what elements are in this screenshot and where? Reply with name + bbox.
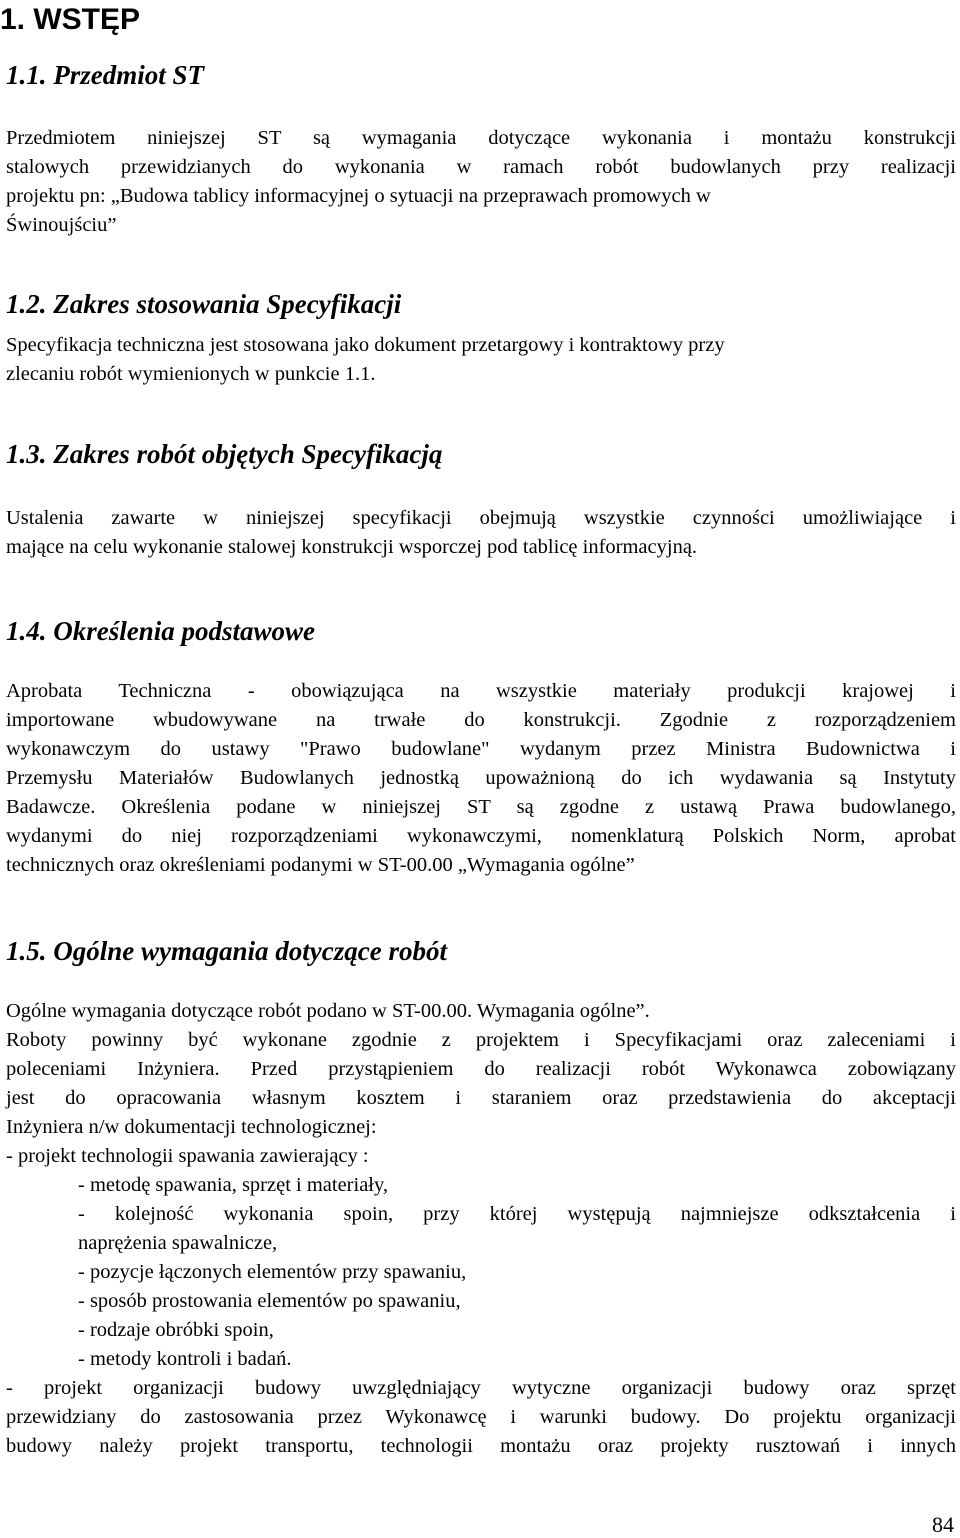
- sub-list-item: - sposób prostowania elementów po spawaniu,: [78, 1290, 461, 1312]
- text-line: technicznych oraz określeniami podanymi w ST-00.00 „Wymagania ogólne”: [6, 854, 635, 876]
- text-line: stalowych przewidzianych do wykonania w ramach robót budowlanych przy realizacji: [6, 156, 956, 178]
- text-line: budowy należy projekt transportu, technologii montażu oraz projekty rusztowań i innych: [6, 1435, 956, 1457]
- sub-list-item: - rodzaje obróbki spoin,: [78, 1319, 274, 1341]
- text-line: Przemysłu Materiałów Budowlanych jednostką upoważnioną do ich wydawania są Instytuty: [6, 767, 956, 789]
- text-line: Inżyniera n/w dokumentacji technologicznej:: [6, 1116, 377, 1138]
- text-line: poleceniami Inżyniera. Przed przystąpieniem do realizacji robót Wykonawca zobowiązany: [6, 1058, 956, 1080]
- list-item: - projekt technologii spawania zawierający :: [6, 1145, 369, 1167]
- sub-list-item: - pozycje łączonych elementów przy spawaniu,: [78, 1261, 467, 1283]
- section-1-3-body: [6, 504, 956, 562]
- sub-list-item: - metodę spawania, sprzęt i materiały,: [78, 1174, 389, 1196]
- text-line: Specyfikacja techniczna jest stosowana jako dokument przetargowy i kontraktowy przy: [6, 334, 725, 356]
- section-1-5-body: [6, 997, 956, 1461]
- chapter-heading: 1. WSTĘP: [0, 3, 141, 36]
- section-heading-1-4: 1.4. Określenia podstawowe: [6, 616, 316, 646]
- text-line: Ustalenia zawarte w niniejszej specyfikacji obejmują wszystkie czynności umożliwiające i: [6, 507, 956, 529]
- section-heading-1-5: 1.5. Ogólne wymagania dotyczące robót: [6, 936, 447, 966]
- text-line: importowane wbudowywane na trwałe do konstrukcji. Zgodnie z rozporządzeniem: [6, 709, 956, 731]
- text-line: wykonawczym do ustawy "Prawo budowlane" wydanym przez Ministra Budownictwa i: [6, 738, 956, 760]
- section-1-4-body: [6, 677, 956, 880]
- section-1-1-body: [6, 124, 956, 240]
- section-heading-1-2: 1.2. Zakres stosowania Specyfikacji: [6, 289, 402, 319]
- sub-list: [78, 1171, 956, 1374]
- section-heading-1-3: 1.3. Zakres robót objętych Specyfikacją: [6, 439, 443, 469]
- text-line: Aprobata Techniczna - obowiązująca na wszystkie materiały produkcji krajowej i: [6, 680, 956, 702]
- text-line: Świnoujściu”: [6, 214, 117, 236]
- text-line: wydanymi do niej rozporządzeniami wykonawczymi, nomenklaturą Polskich Norm, aprobat: [6, 825, 956, 847]
- sub-list-item: - kolejność wykonania spoin, przy której występują najmniejsze odkształcenia i: [78, 1203, 956, 1225]
- text-line: jest do opracowania własnym kosztem i staraniem oraz przedstawienia do akceptacji: [6, 1087, 956, 1109]
- text-line: Badawcze. Określenia podane w niniejszej ST są zgodne z ustawą Prawa budowlanego,: [6, 796, 956, 818]
- text-line: Roboty powinny być wykonane zgodnie z projektem i Specyfikacjami oraz zaleceniami i: [6, 1029, 956, 1051]
- text-line: projektu pn: „Budowa tablicy informacyjnej o sytuacji na przeprawach promowych w: [6, 185, 711, 207]
- text-line: Przedmiotem niniejszej ST są wymagania dotyczące wykonania i montażu konstrukcji: [6, 127, 956, 149]
- sub-list-item: naprężenia spawalnicze,: [78, 1232, 278, 1254]
- text-line: zlecaniu robót wymienionych w punkcie 1.1.: [6, 363, 376, 385]
- page-number: 84: [932, 1512, 954, 1537]
- text-line: mające na celu wykonanie stalowej konstrukcji wsporczej pod tablicę informacyjną.: [6, 536, 698, 558]
- sub-list-item: - metody kontroli i badań.: [78, 1348, 292, 1370]
- list-item: - projekt organizacji budowy uwzględniający wytyczne organizacji budowy oraz sprzęt: [6, 1377, 956, 1399]
- section-1-2-body: [6, 331, 956, 389]
- text-line: Ogólne wymagania dotyczące robót podano w ST-00.00. Wymagania ogólne”.: [6, 1000, 650, 1022]
- section-heading-1-1: 1.1. Przedmiot ST: [6, 60, 205, 90]
- text-line: przewidziany do zastosowania przez Wykonawcę i warunki budowy. Do projektu organizacji: [6, 1406, 956, 1428]
